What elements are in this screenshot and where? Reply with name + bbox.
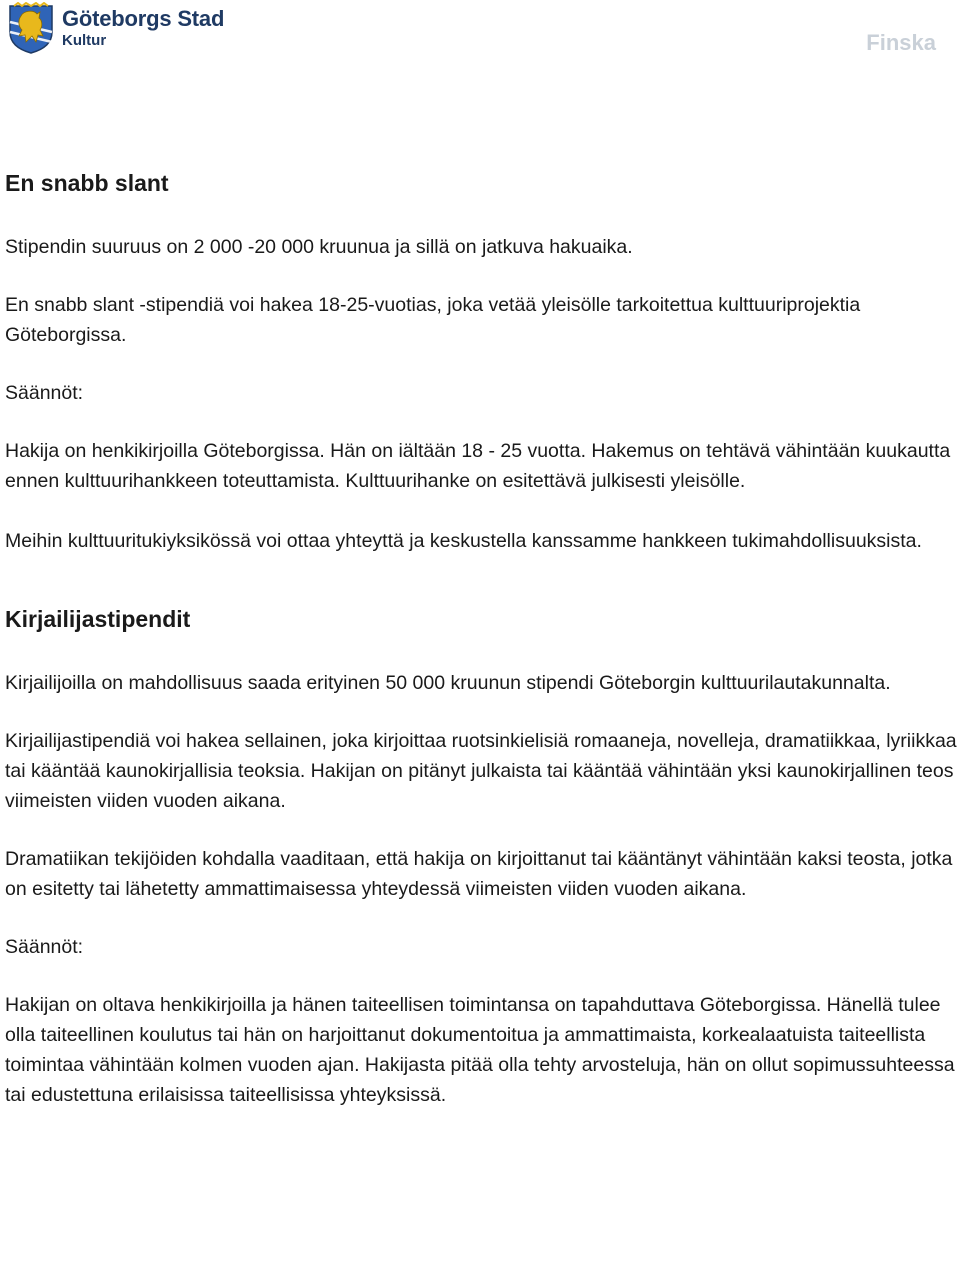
rules-label: Säännöt: <box>5 936 84 958</box>
section-heading-kirjailijastipendit: Kirjailijastipendit <box>5 606 191 632</box>
paragraph: En snabb slant -stipendiä voi hakea 18-25-vuotias, joka vetää yleisölle tarkoitettua kulttuuriprojektia Göteborgissa. <box>5 294 861 346</box>
page-header <box>0 0 960 70</box>
city-crest-lion-icon <box>6 2 56 54</box>
paragraph: Stipendin suuruus on 2 000 -20 000 kruunua ja sillä on jatkuva hakuaika. <box>5 236 633 258</box>
paragraph: Hakija on henkikirjoilla Göteborgissa. Hän on iältään 18 - 25 vuotta. Hakemus on tehtävä vähintään kuukautta ennen kulttuurihankkeen toteuttamista. Kulttuurihanke on esitettävä julkisesti yleisölle. <box>5 440 951 492</box>
city-logo[interactable] <box>6 2 224 54</box>
document-body <box>5 166 960 1110</box>
logo-name: Göteborgs Stad <box>62 6 225 31</box>
paragraph: Kirjailijastipendiä voi hakea sellainen, joka kirjoittaa ruotsinkielisiä romaaneja, novelleja, dramatiikkaa, lyriikkaa tai kääntää kaunokirjallisia teoksia. Hakijan on pitänyt julkaista tai kääntää vähintään yksi kaunokirjallinen teos viimeisten viiden vuoden aikana. <box>5 730 957 812</box>
language-label: Finska <box>866 30 936 55</box>
logo-subtitle: Kultur <box>62 32 107 49</box>
paragraph: Meihin kulttuuritukiyksikössä voi ottaa yhteyttä ja keskustella kanssamme hankkeen tukimahdollisuuksista. <box>5 530 922 552</box>
rules-label: Säännöt: <box>5 382 84 404</box>
paragraph: Dramatiikan tekijöiden kohdalla vaaditaan, että hakija on kirjoittanut tai kääntänyt vähintään kaksi teosta, jotka on esitetty tai lähetetty ammattimaisessa yhteydessä viimeisten viiden vuoden aikana. <box>5 848 953 900</box>
paragraph: Hakijan on oltava henkikirjoilla ja hänen taiteellisen toimintansa on tapahduttava Göteborgissa. Hänellä tulee olla taiteellinen koulutus tai hän on harjoittanut dokumentoitua ja ammattimaista, korkealaatuista taiteellista toimintaa vähintään kolmen vuoden ajan. Hakijasta pitää olla tehty arvosteluja, hän on ollut sopimussuhteessa tai edustettuna erilaisissa taiteellisissa yhteyksissä. <box>5 994 955 1106</box>
section-heading-snabb-slant: En snabb slant <box>5 170 169 196</box>
paragraph: Kirjailijoilla on mahdollisuus saada erityinen 50 000 kruunun stipendi Göteborgin kulttuurilautakunnalta. <box>5 672 891 694</box>
